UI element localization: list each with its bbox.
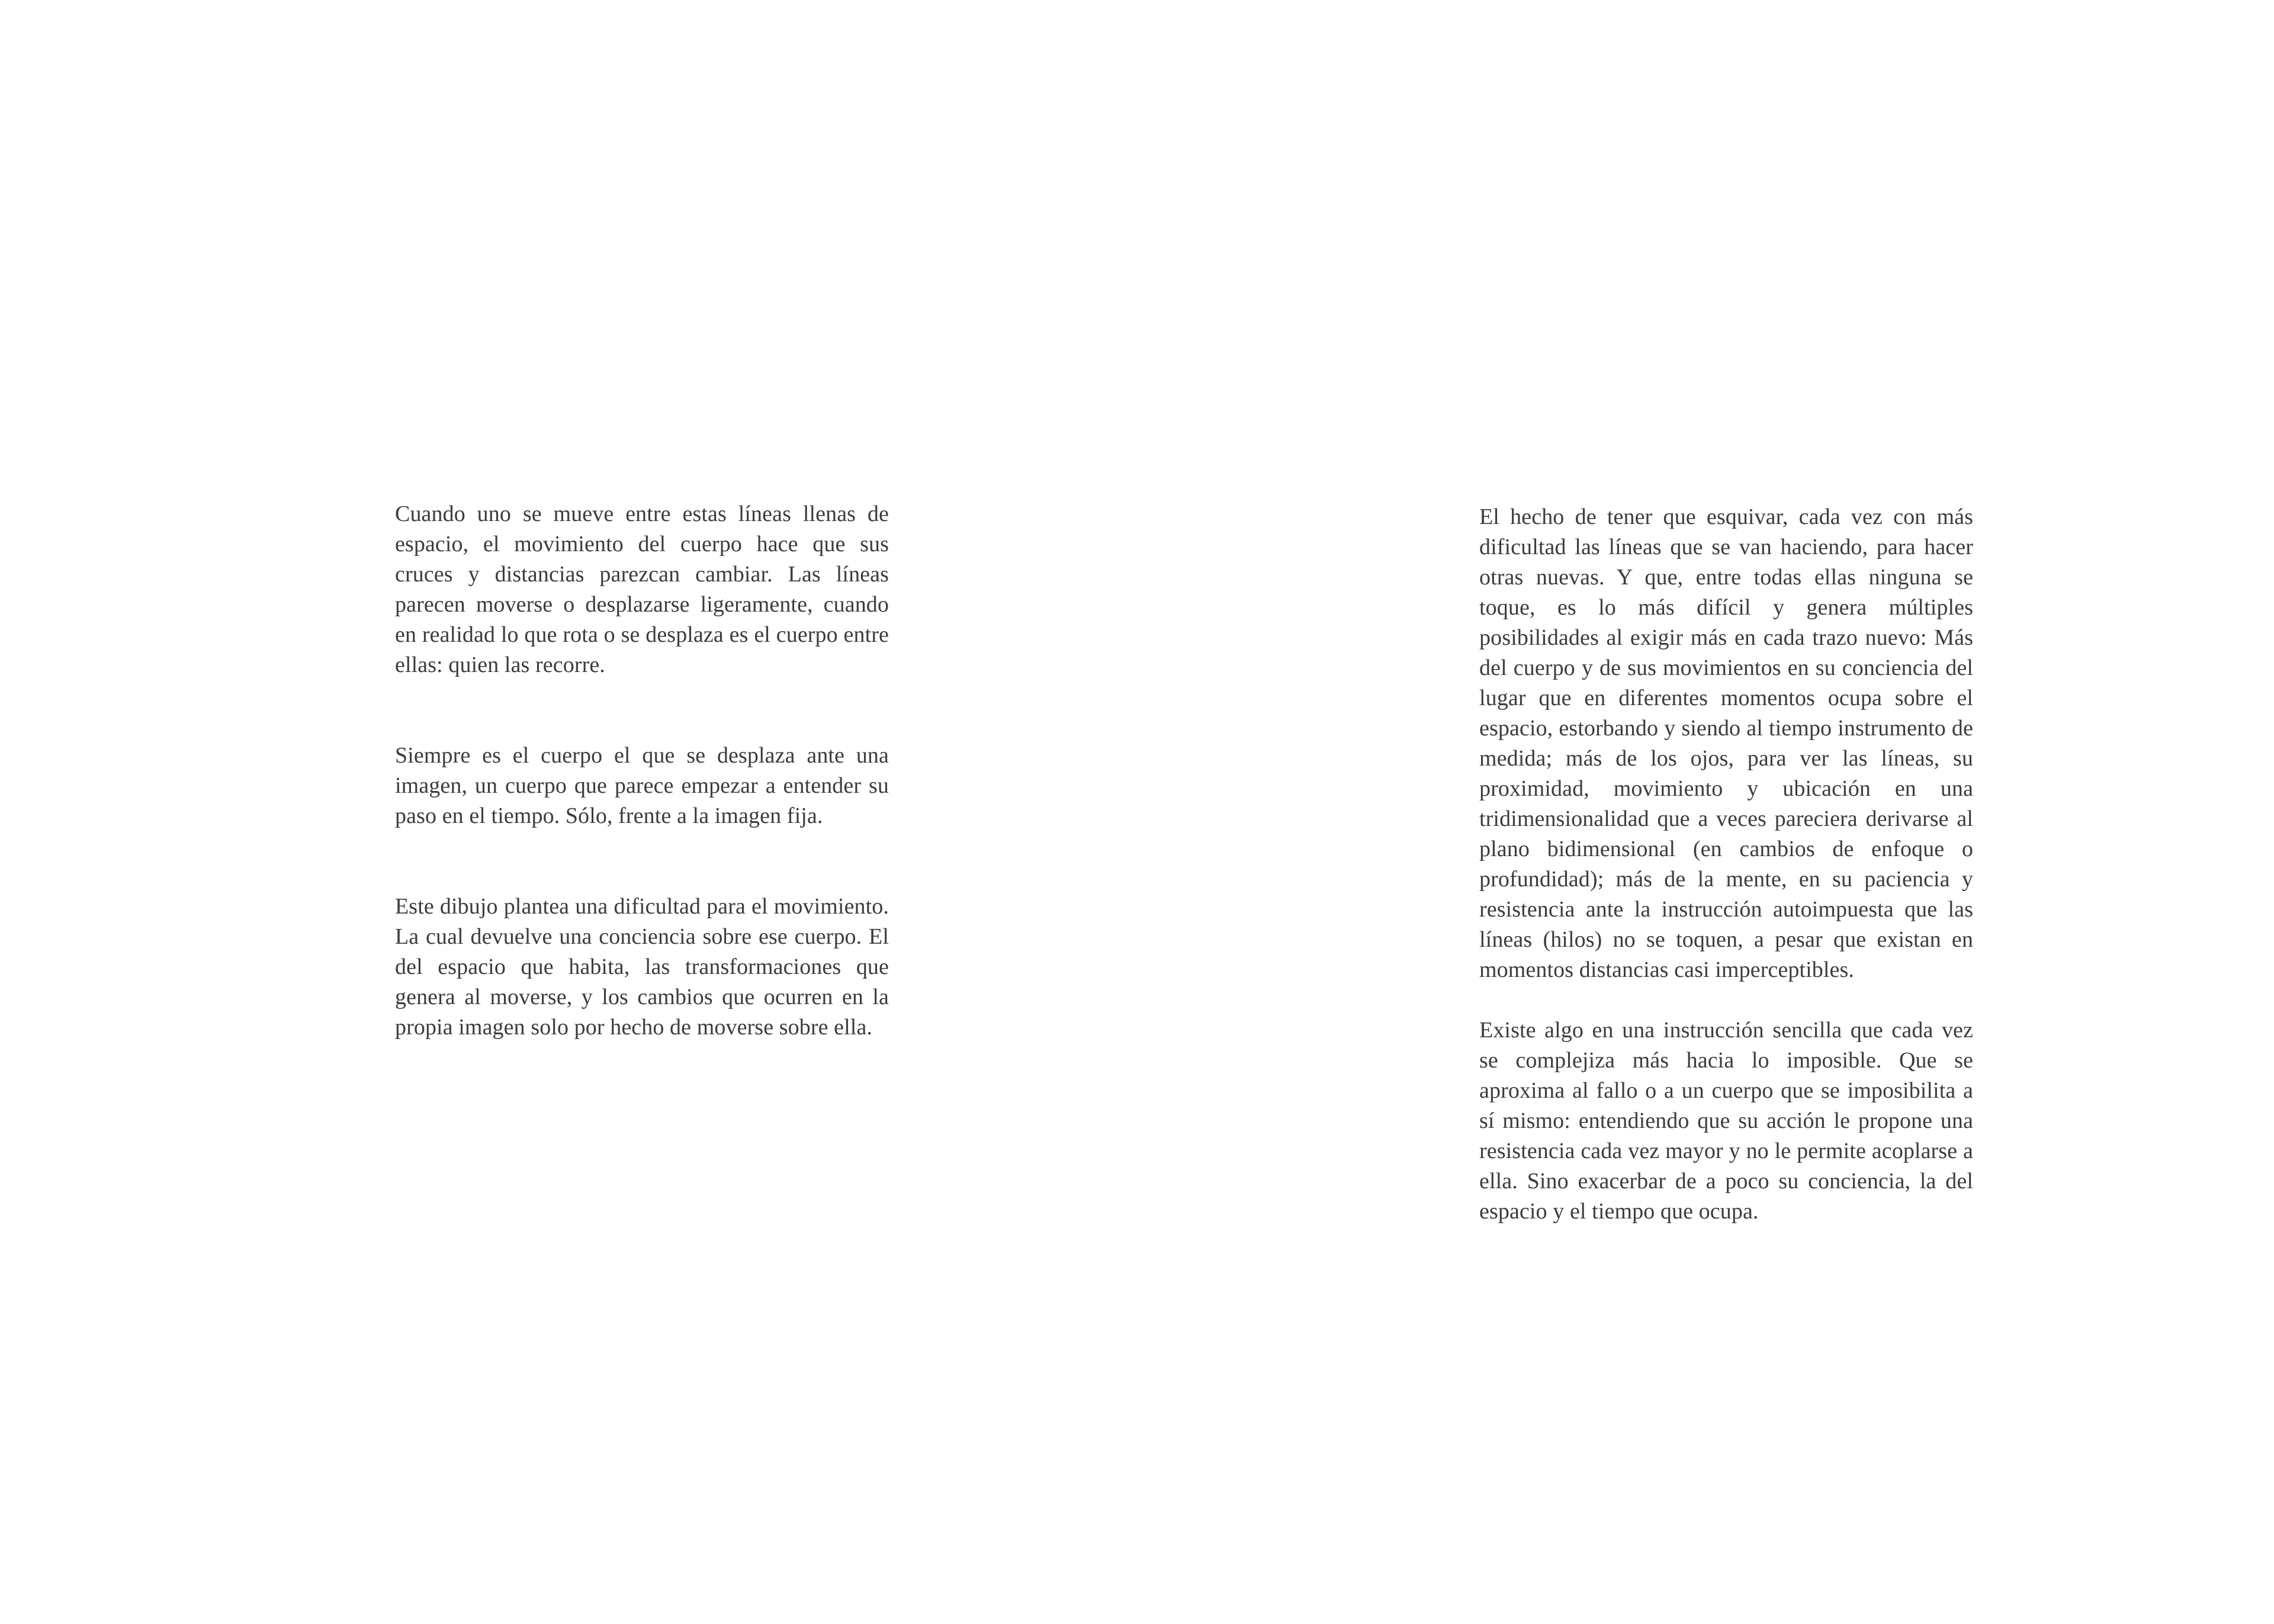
left-paragraph-1: Cuando uno se mueve entre estas líneas llenas de espacio, el movimiento del cuerpo hace que sus cruces y distancias parezcan cambiar. Las líneas parecen moverse o desplazarse ligeramente, cuando en realidad lo que rota o se desplaza es el cuerpo entre ellas: quien las recorre. (395, 501, 889, 677)
left-paragraph-3: Este dibujo plantea una dificultad para el movimiento. La cual devuelve una conciencia sobre ese cuerpo. El del espacio que habita, las transformaciones que genera al moverse, y los cambios que ocurren en la propia imagen solo por hecho de moverse sobre ella. (395, 894, 889, 1040)
right-paragraph-2: Existe algo en una instrucción sencilla que cada vez se complejiza más hacia lo imposible. Que se aproxima al fallo o a un cuerpo que se imposibilita a sí mismo: entendiendo que su acción le propone una resistencia cada vez mayor y no le permite acoplarse a ella. Sino exacerbar de a poco su conciencia, la del espacio y el tiempo que ocupa. (1479, 1018, 1973, 1224)
right-page-text-column (1479, 502, 1973, 1227)
left-paragraph-2: Siempre es el cuerpo el que se desplaza ante una imagen, un cuerpo que parece empezar a entender su paso en el tiempo. Sólo, frente a la imagen fija. (395, 743, 889, 828)
left-page-text-column (395, 499, 889, 1043)
right-paragraph-1: El hecho de tener que esquivar, cada vez con más dificultad las líneas que se van haciendo, para hacer otras nuevas. Y que, entre todas ellas ninguna se toque, es lo más difícil y genera múltiples posibilidades al exigir más en cada trazo nuevo: Más del cuerpo y de sus movimientos en su conciencia del lugar que en diferentes momentos ocupa sobre el espacio, estorbando y siendo al tiempo instrumento de medida; más de los ojos, para ver las líneas, su proximidad, movimiento y ubicación en una tridimensionalidad que a veces pareciera derivarse al plano bidimensional (en cambios de enfoque o profundidad); más de la mente, en su paciencia y resistencia ante la instrucción autoimpuesta que las líneas (hilos) no se toquen, a pesar que existan en momentos distancias casi imperceptibles. (1479, 504, 1973, 982)
